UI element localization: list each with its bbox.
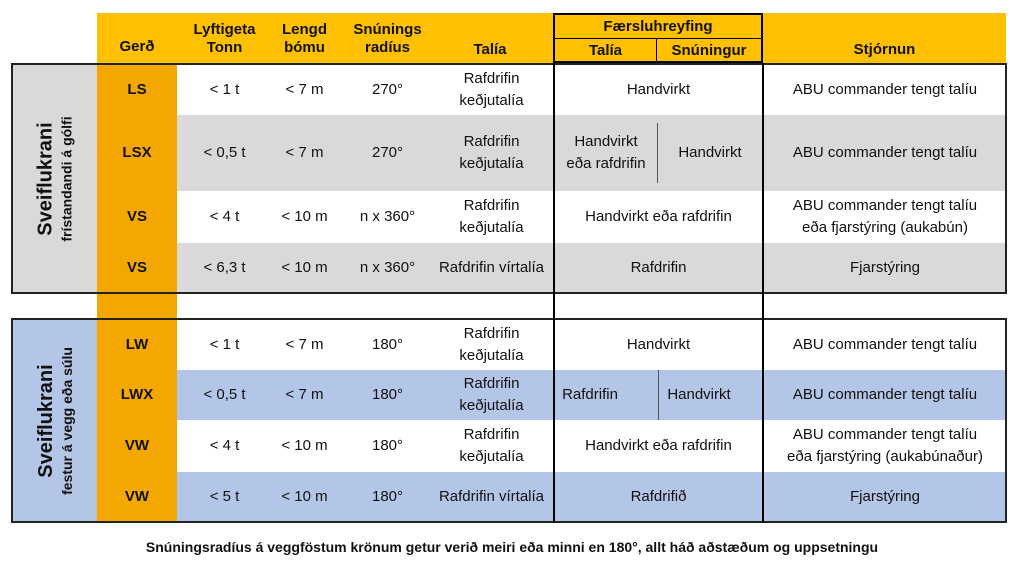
group1-title: Sveiflukrani <box>34 121 57 236</box>
g2r1-faerslu: Handvirkt <box>626 336 691 353</box>
header-gerd: Gerð <box>119 37 155 55</box>
g2r1-talia: Rafdrifin keðjutalía <box>459 325 524 364</box>
header-faerslu-snuningur: Snúningur <box>671 41 747 59</box>
g1r3-faerslu: Handvirkt eða rafdrifin <box>585 208 732 225</box>
g2r2-snun: 180° <box>371 386 404 403</box>
g2r4-talia: Rafdrifin vírtalía <box>438 487 545 505</box>
g2r4-stjorn: Fjarstýring <box>849 487 920 505</box>
g2r4-faerslu: Rafdrifið <box>630 487 687 505</box>
g2r2-stjorn: ABU commander tengt talíu <box>792 386 978 403</box>
g2r3-lengd: < 10 m <box>281 437 328 454</box>
g1r3-code: VS <box>126 208 147 225</box>
g2r2-lyft: < 0,5 t <box>203 386 246 403</box>
gap-faerslu-right <box>762 294 764 318</box>
g1r2-talia: Rafdrifin keðjutalía <box>459 133 524 172</box>
g1r4-lengd: < 10 m <box>281 258 328 276</box>
g2r4-snun: 180° <box>371 487 404 505</box>
g2r4-lyft: < 5 t <box>209 487 240 505</box>
gap-faerslu-left <box>553 294 555 318</box>
g2r3-talia: Rafdrifin keðjutalía <box>459 426 524 465</box>
g1r1-stjorn: ABU commander tengt talíu <box>792 81 978 98</box>
g1r4-talia: Rafdrifin vírtalía <box>438 258 545 276</box>
g2r2-faerslu-snun: Handvirkt <box>667 386 731 403</box>
g2r3-snun: 180° <box>371 437 404 454</box>
header-snunings: Snúnings radíus <box>353 21 422 56</box>
group2-title: Sveiflukrani <box>34 363 57 478</box>
g1r2-lengd: < 7 m <box>285 144 324 161</box>
g1r3-stjorn: ABU commander tengt talíu eða fjarstýring (aukabún) <box>792 197 978 236</box>
g1r3-talia: Rafdrifin keðjutalía <box>459 197 524 236</box>
g1r1-snun: 270° <box>371 81 404 98</box>
g2r1-lengd: < 7 m <box>285 336 324 353</box>
g1r4-code: VS <box>126 258 147 276</box>
g2r1-stjorn: ABU commander tengt talíu <box>792 336 978 353</box>
g1r2-snun: 270° <box>371 144 404 161</box>
g1r4-stjorn: Fjarstýring <box>849 258 920 276</box>
g1r2-code: LSX <box>122 144 152 161</box>
g1r2-stjorn: ABU commander tengt talíu <box>792 144 978 161</box>
g1r4-snun: n x 360° <box>359 258 416 276</box>
header-faerslu-talia: Talía <box>588 41 623 59</box>
footer-note: Snúningsradíus á veggföstum krönum getur verið meiri eða minni en 180°, allt háð aðstæðum og uppsetningu <box>145 539 879 555</box>
header-stjornun: Stjórnun <box>853 41 916 58</box>
g2r1-code: LW <box>125 336 149 353</box>
g1r2-faerslu-talia: Handvirkt eða rafdrifin <box>566 133 646 172</box>
g2r3-code: VW <box>124 437 150 454</box>
g1r4-lyft: < 6,3 t <box>203 258 246 276</box>
g1r3-lyft: < 4 t <box>209 208 240 225</box>
g1r1-faerslu: Handvirkt <box>626 81 691 98</box>
group1-subtitle: frístandandi á gólfi <box>58 115 75 242</box>
g1r2-faerslu-snun: Handvirkt <box>678 144 742 161</box>
g1r1-lyft: < 1 t <box>209 81 240 98</box>
g2r2-talia: Rafdrifin keðjutalía <box>459 375 524 414</box>
g2r1-lyft: < 1 t <box>209 336 240 353</box>
g1r1-code: LS <box>127 81 147 98</box>
g2r1-snun: 180° <box>371 336 404 353</box>
header-lyftigeta: Lyftigeta Tonn <box>193 21 256 56</box>
g2r2-faerslu-talia: Rafdrifin <box>562 386 618 403</box>
g1r1-talia: Rafdrifin keðjutalía <box>459 70 524 109</box>
g1r3-snun: n x 360° <box>359 208 416 225</box>
header-lengd: Lengd bómu <box>282 21 327 56</box>
g1r2-lyft: < 0,5 t <box>203 144 246 161</box>
g2r4-code: VW <box>124 487 150 505</box>
g2r3-lyft: < 4 t <box>209 437 240 454</box>
g2r3-stjorn: ABU commander tengt talíu eða fjarstýring (aukabúnaður) <box>787 426 983 465</box>
g2r3-faerslu: Handvirkt eða rafdrifin <box>585 437 732 454</box>
header-talia: Talía <box>473 41 507 58</box>
g1r3-lengd: < 10 m <box>281 208 328 225</box>
g2r4-lengd: < 10 m <box>281 487 328 505</box>
header-faerslu: Færsluhreyfing <box>603 17 713 35</box>
g1r4-faerslu: Rafdrifin <box>630 258 687 276</box>
group2-subtitle: festur á vegg eða súlu <box>58 346 75 495</box>
g2r2-code: LWX <box>120 386 154 403</box>
g1r1-lengd: < 7 m <box>285 81 324 98</box>
g2r2-lengd: < 7 m <box>285 386 324 403</box>
